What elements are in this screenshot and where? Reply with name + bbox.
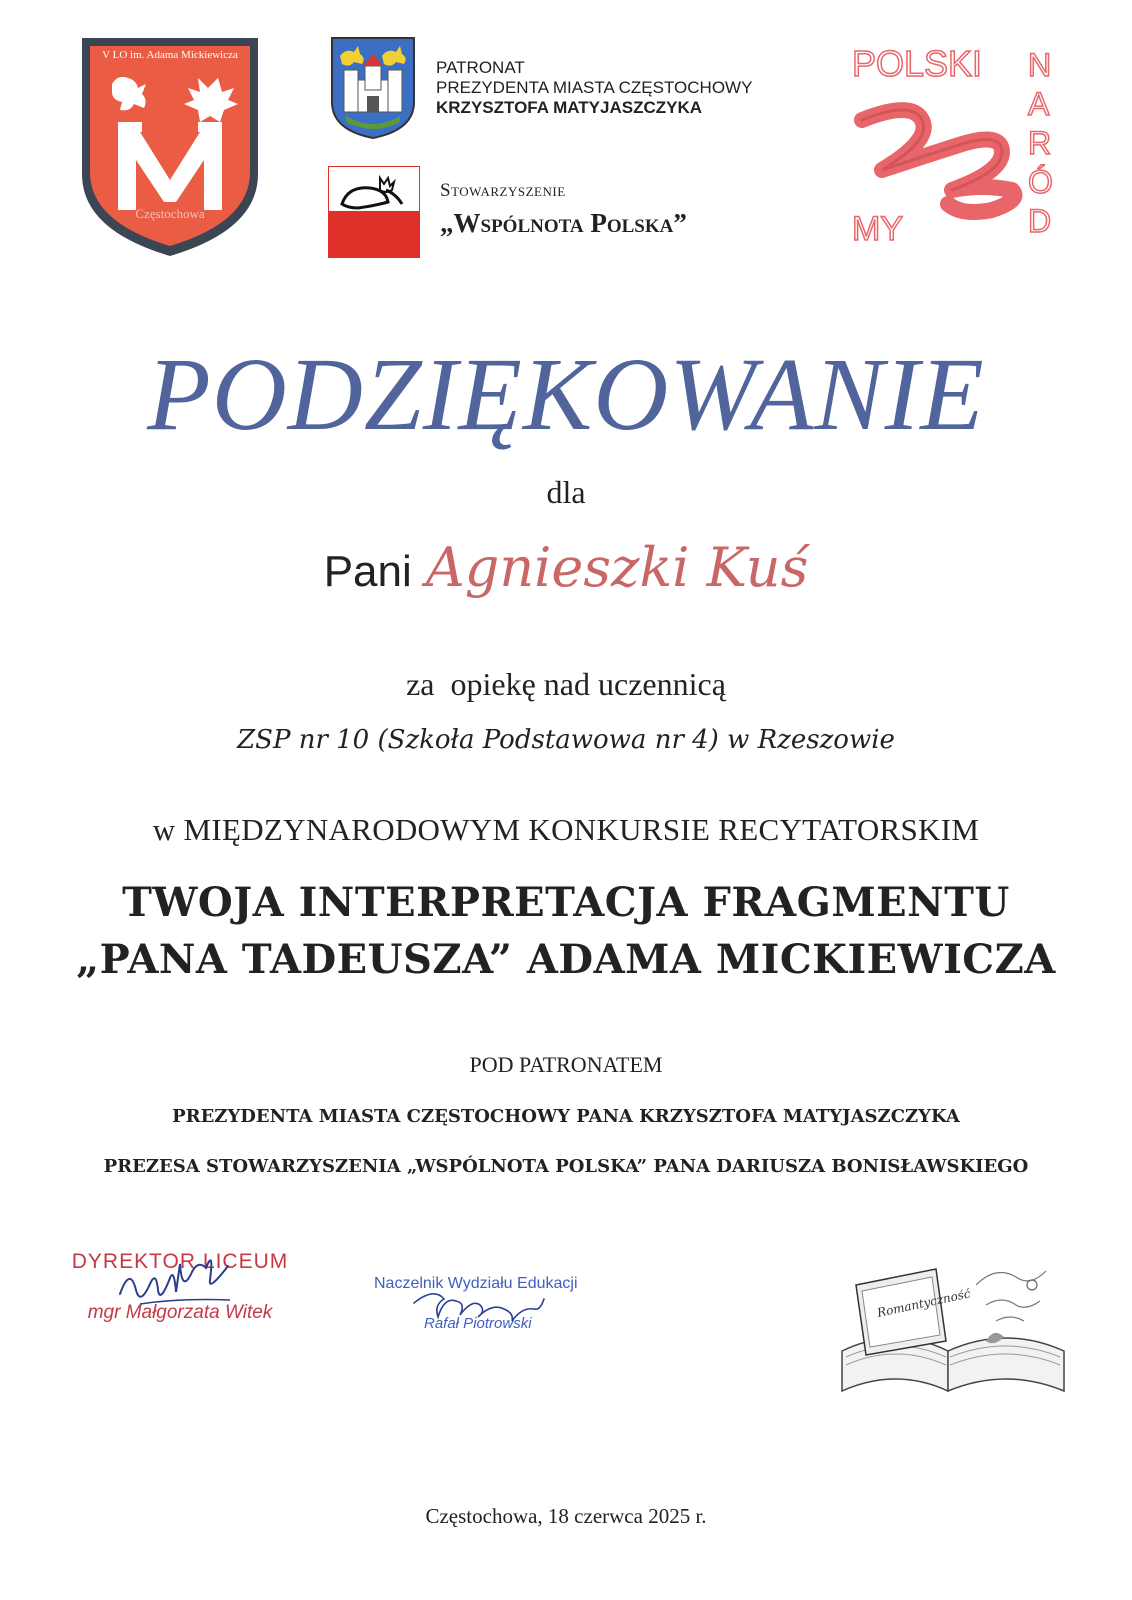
contest-title-line-1: TWOJA INTERPRETACJA FRAGMENTU bbox=[122, 879, 1010, 926]
school-crest-city: Częstochowa bbox=[135, 206, 205, 221]
contest-title bbox=[0, 874, 1132, 988]
naczelnik-role: Naczelnik Wydziału Edukacji bbox=[374, 1275, 578, 1292]
naczelnik-signature-block bbox=[374, 1275, 634, 1332]
logo-word-my: MY bbox=[852, 210, 903, 248]
recipient-line bbox=[0, 536, 1132, 599]
wspolnota-polska-logo bbox=[328, 166, 420, 258]
dla-text: dla bbox=[546, 474, 586, 510]
certificate-title: PODZIĘKOWANIE bbox=[147, 337, 985, 452]
place-and-date: Częstochowa, 18 czerwca 2025 r. bbox=[425, 1504, 707, 1528]
stowarzyszenie-text-block bbox=[440, 180, 687, 239]
logo-word-polski: POLSKI bbox=[852, 43, 983, 84]
patronat-line-3: KRZYSZTOFA MATYJASZCZYKA bbox=[436, 98, 703, 117]
patron-line-1: PREZYDENTA MIASTA CZĘSTOCHOWY PANA KRZYSZTOFA MATYJASZCZYKA bbox=[172, 1106, 960, 1127]
naczelnik-name: Rafał Piotrowski bbox=[424, 1315, 532, 1332]
contest-title-line-2: „PANA TADEUSZA” ADAMA MICKIEWICZA bbox=[76, 936, 1056, 983]
za-opieke-text: za opiekę nad uczennicą bbox=[406, 666, 726, 702]
city-crest-logo bbox=[330, 36, 416, 140]
director-role: DYREKTOR LICEUM bbox=[71, 1250, 289, 1273]
konkurs-text: w MIĘDZYNARODOWYM KONKURSIE RECYTATORSKIM bbox=[152, 812, 980, 847]
logo-letter-d: D bbox=[1028, 203, 1052, 239]
director-signature-block bbox=[50, 1250, 310, 1324]
patronat-line-2: PREZYDENTA MIASTA CZĘSTOCHOWY bbox=[436, 78, 753, 97]
logo-letter-n: N bbox=[1028, 47, 1052, 83]
logo-letter-o: Ó bbox=[1028, 164, 1053, 200]
patron-line-2: PREZESA STOWARZYSZENIA „WSPÓLNOTA POLSKA” PANA DARIUSZA BONISŁAWSKIEGO bbox=[103, 1156, 1029, 1177]
school-name: ZSP nr 10 (Szkoła Podstawowa nr 4) w Rzeszowie bbox=[237, 725, 895, 755]
stowarzyszenie-line-2: „Wspólnota Polska” bbox=[440, 208, 687, 238]
school-crest-logo bbox=[78, 34, 262, 260]
salutation: Pani bbox=[323, 547, 412, 596]
book-label: Romantyczność bbox=[875, 1286, 972, 1320]
logo-letter-a: A bbox=[1028, 86, 1050, 122]
stowarzyszenie-line-1: Stowarzyszenie bbox=[440, 180, 566, 201]
patronat-line-1: PATRONAT bbox=[436, 58, 525, 77]
logo-letter-r: R bbox=[1028, 125, 1052, 161]
director-name: mgr Małgorzata Witek bbox=[87, 1302, 273, 1323]
polski-narod-logo bbox=[852, 40, 1066, 254]
recipient-name: Agnieszki Kuś bbox=[425, 536, 809, 599]
open-book-illustration bbox=[836, 1255, 1070, 1405]
naczelnik-handwritten-signature bbox=[404, 1283, 604, 1323]
pod-patronatem-heading: POD PATRONATEM bbox=[469, 1052, 663, 1077]
school-crest-ring-text: V LO im. Adama Mickiewicza bbox=[102, 49, 238, 61]
patronat-text-block bbox=[436, 58, 752, 118]
director-handwritten-signature bbox=[110, 1258, 260, 1318]
